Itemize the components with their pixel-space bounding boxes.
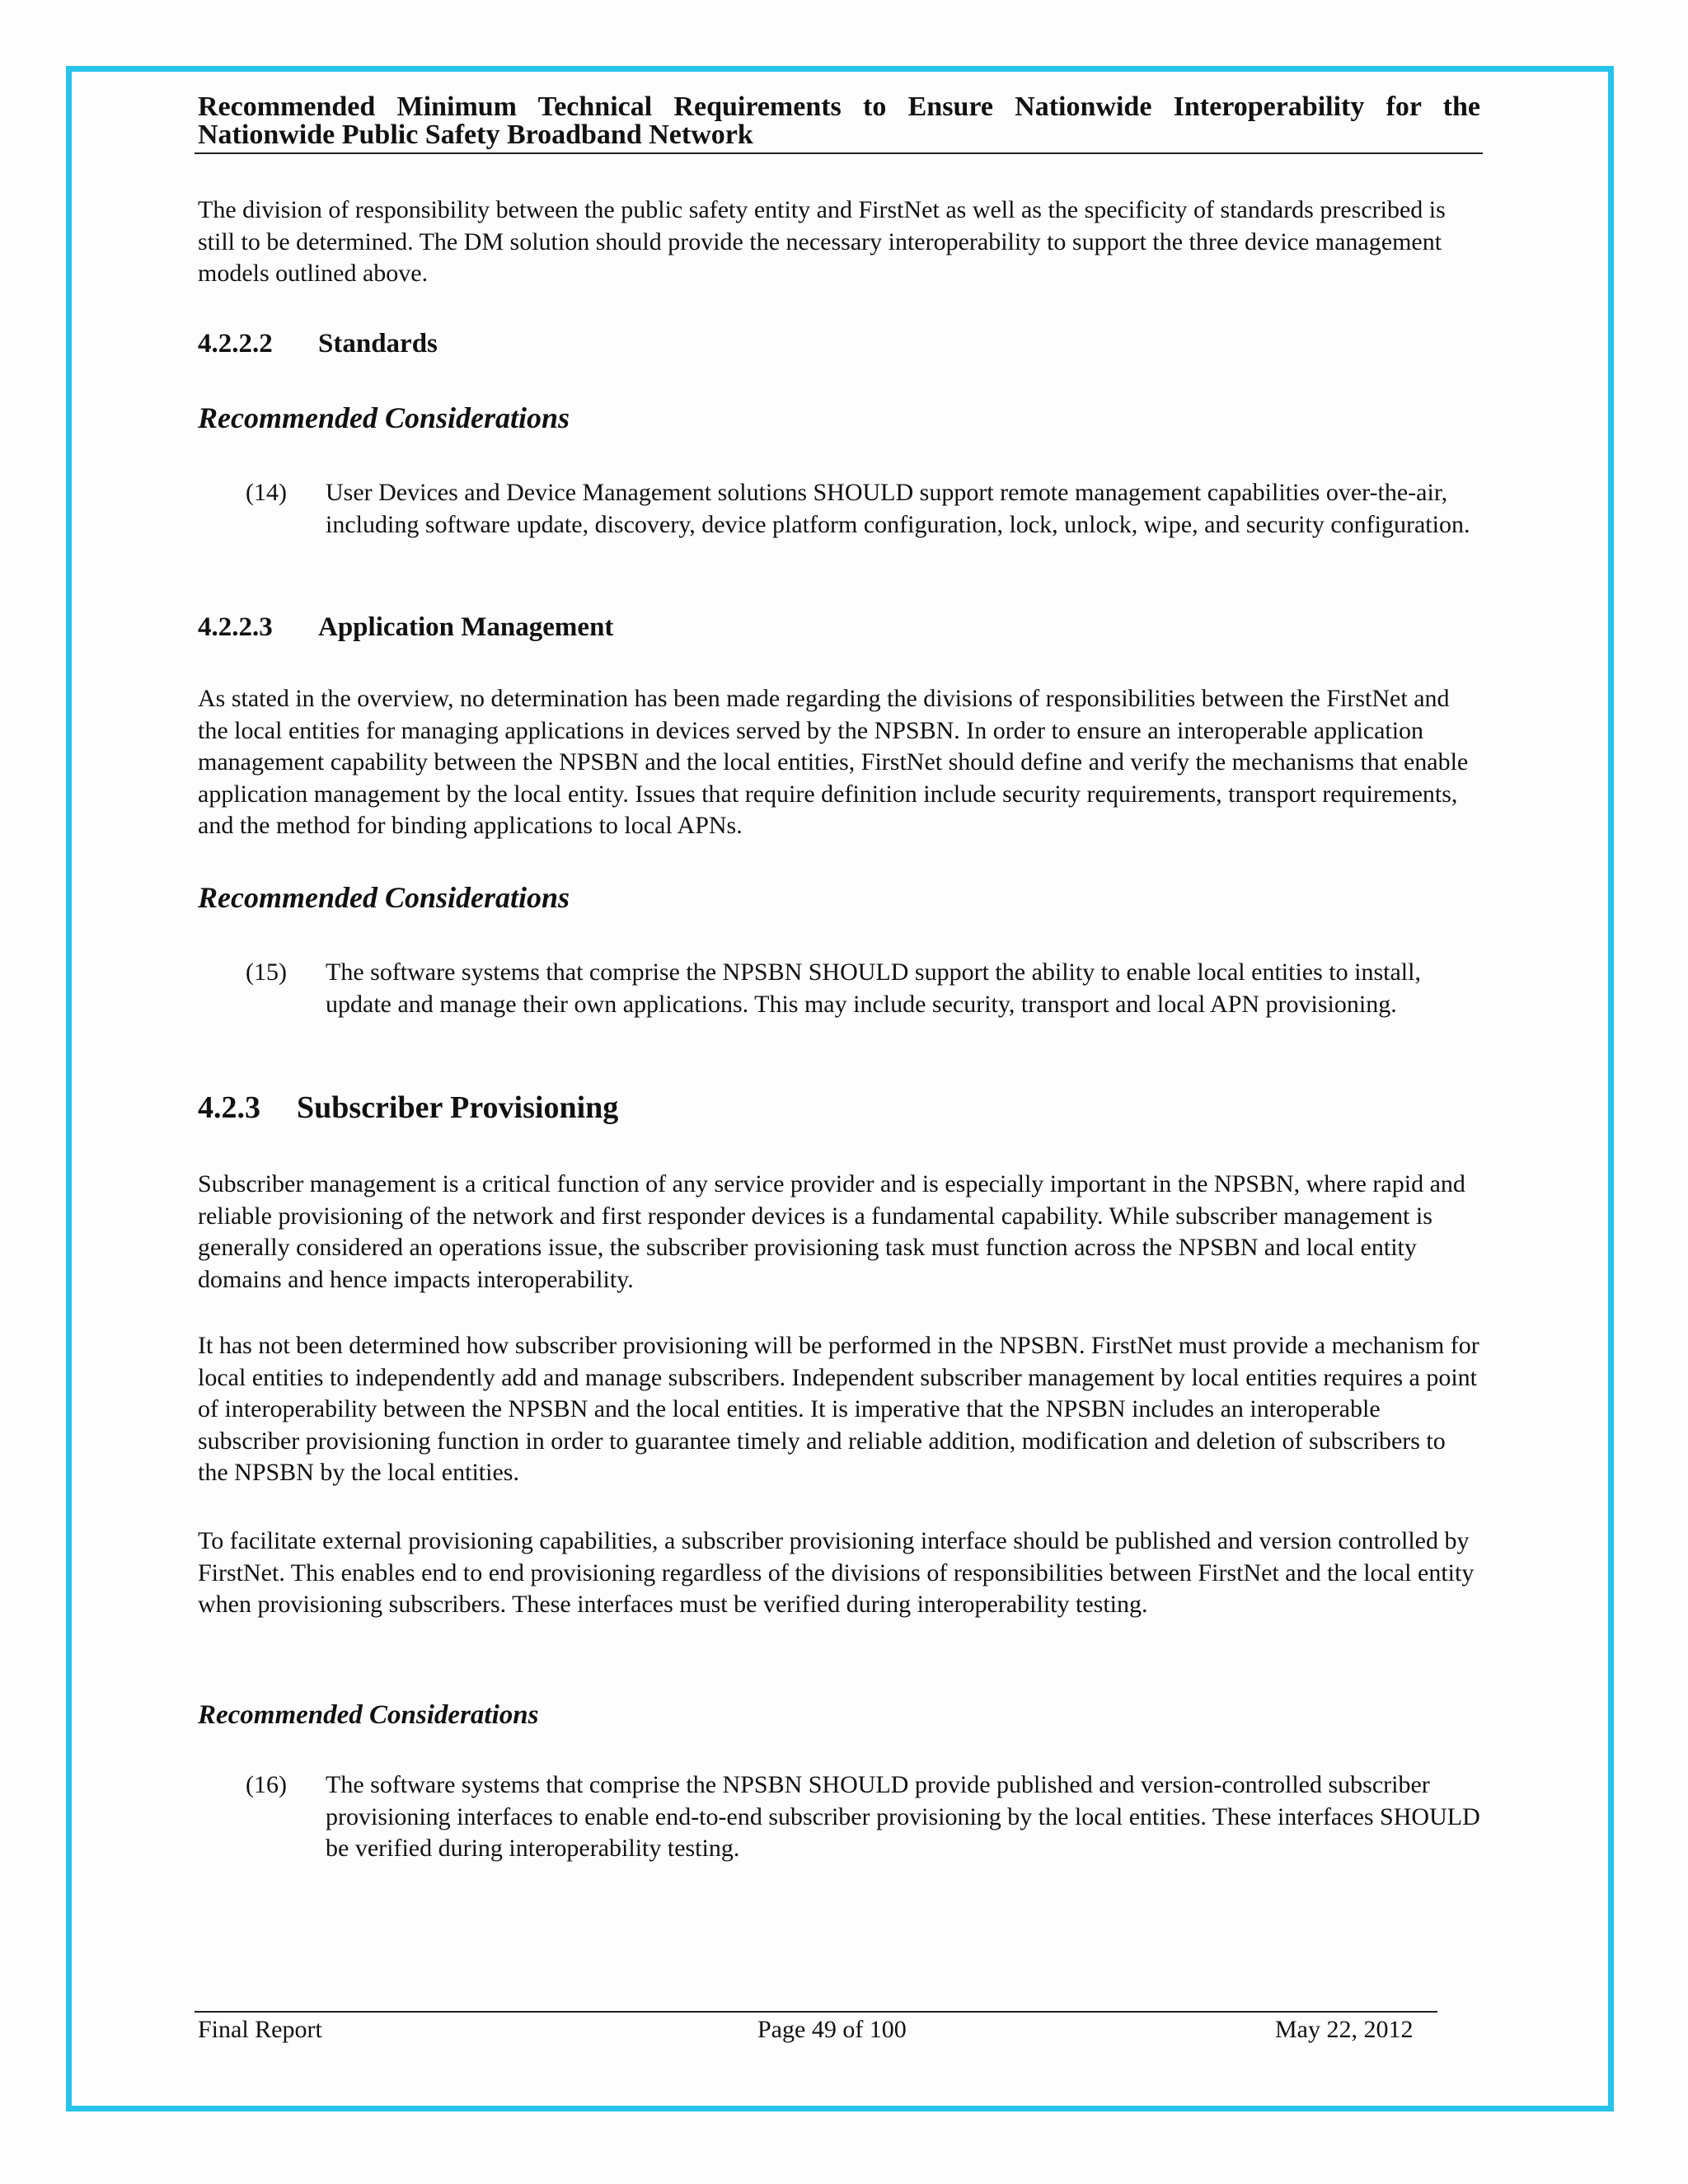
paragraph-text: As stated in the overview, no determination has been made regarding the divisions of responsibilities between the FirstNet and the local entities for managing applications in devices served by the NPSBN. In order to ensure an interoperable application management capability between the NPSBN and the local entities, FirstNet should define and verify the mechanisms that enable application management by the local entity. Issues that require definition include security requirements, transport requirements, and the method for binding applications to local APNs.	[198, 685, 1469, 839]
intro-paragraph-text: The division of responsibility between the public safety entity and FirstNet as well as the specificity of standards prescribed is still to be determined. The DM solution should provide the necessary interoperability to support the three device management models outlined above.	[198, 196, 1446, 287]
item-number: (15)	[246, 958, 287, 986]
header-divider	[195, 152, 1483, 154]
item-text: The software systems that comprise the NPSBN SHOULD support the ability to enable local entities to install, update and manage their own applications. This may include security, transport and local APN provisioning.	[326, 958, 1421, 1018]
footer-divider	[195, 2011, 1437, 2013]
paragraph-text: To facilitate external provisioning capabilities, a subscriber provisioning interface should be published and version controlled by FirstNet. This enables end to end provisioning regardless of the divisions of responsibilities between FirstNet and the local entity when provisioning subscribers. These interfaces must be verified during interoperability testing.	[198, 1527, 1475, 1618]
subscriber-paragraph-2	[198, 1330, 1480, 1489]
footer-date: May 22, 2012	[1275, 2016, 1414, 2043]
section-title: Standards	[318, 329, 438, 359]
subscriber-paragraph-3	[198, 1526, 1480, 1621]
recommended-considerations-label: Recommended Considerations	[198, 881, 570, 914]
item-text: The software systems that comprise the NPSBN SHOULD provide published and version-controlled subscriber provisioning interfaces to enable end-to-end subscriber provisioning by the local entities. These interfaces SHOULD be verified during interoperability testing.	[326, 1771, 1480, 1862]
section-4-2-3-heading	[198, 1090, 1480, 1126]
subscriber-paragraph-1	[198, 1169, 1480, 1296]
consideration-item-15	[246, 957, 1482, 1020]
consideration-item-14	[246, 477, 1482, 541]
running-header-title: Recommended Minimum Technical Requirements to Ensure Nationwide Interoperability for the Nationwide Public Safety Broadband Network	[198, 91, 1480, 150]
section-number: 4.2.3	[198, 1090, 260, 1125]
footer-left: Final Report	[198, 2016, 322, 2043]
section-4-2-2-3-heading	[198, 611, 1480, 644]
section-4-2-2-2-heading	[198, 327, 1480, 360]
item-number: (16)	[246, 1771, 287, 1798]
item-text: User Devices and Device Management solutions SHOULD support remote management capabilities over-the-air, including software update, discovery, device platform configuration, lock, unlock, wipe, and security configuration.	[326, 479, 1470, 538]
application-management-paragraph	[198, 683, 1480, 842]
section-title: Subscriber Provisioning	[297, 1090, 619, 1125]
recommended-considerations-heading-1	[198, 401, 1480, 435]
intro-paragraph	[198, 194, 1480, 290]
recommended-considerations-label: Recommended Considerations	[198, 1700, 539, 1730]
paragraph-text: It has not been determined how subscriber provisioning will be performed in the NPSBN. FirstNet must provide a mechanism for local entities to independently add and manage subscribers. Independent subscriber management by local entities requires a point of interoperability between the NPSBN and the local entities. It is imperative that the NPSBN includes an interoperable subscriber provisioning function in order to guarantee timely and reliable addition, modification and deletion of subscribers to the NPSBN by the local entities.	[198, 1332, 1479, 1486]
section-number: 4.2.2.3	[198, 612, 273, 642]
consideration-item-16	[246, 1769, 1482, 1865]
paragraph-text: Subscriber management is a critical function of any service provider and is especially important in the NPSBN, where rapid and reliable provisioning of the network and first responder devices is a fundamental capability. While subscriber management is generally considered an operations issue, the subscriber provisioning task must function across the NPSBN and local entity domains and hence impacts interoperability.	[198, 1170, 1465, 1293]
recommended-considerations-heading-2	[198, 880, 1480, 915]
item-number: (14)	[246, 479, 287, 506]
recommended-considerations-label: Recommended Considerations	[198, 401, 570, 434]
footer-page-number: Page 49 of 100	[757, 2016, 907, 2043]
section-title: Application Management	[318, 612, 614, 642]
recommended-considerations-heading-3	[198, 1699, 1480, 1732]
section-number: 4.2.2.2	[198, 329, 273, 359]
